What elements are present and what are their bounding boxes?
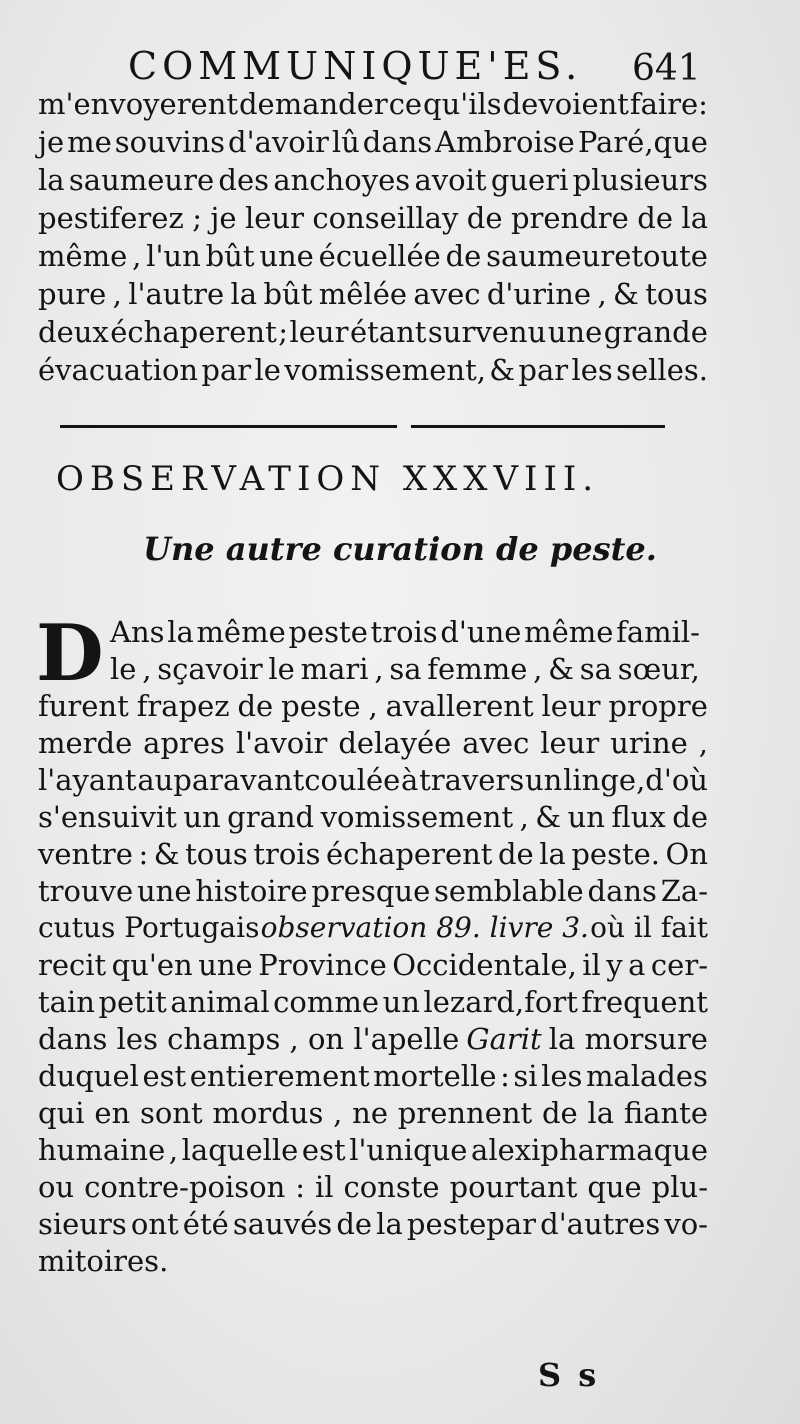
text-line: évacuation par le vomissement, & par les selles. <box>38 353 708 387</box>
text-line: mitoires. <box>38 1244 169 1278</box>
text-line: Ans la même peste trois d'une même famil- <box>110 615 700 649</box>
text-line: furent frapez de peste , avallerent leur propre <box>38 689 708 723</box>
section-divider-right <box>411 425 665 428</box>
text-segment: dans les champs , on l'apelle <box>38 1022 460 1056</box>
text-line: duquel est entierement mortelle : si les malades <box>38 1059 708 1093</box>
section-divider-left <box>60 425 397 428</box>
page-number: 641 <box>632 48 701 89</box>
text-line: même , l'un bût une écuellée de saumeuretoute <box>38 239 708 273</box>
text-line <box>38 1021 708 1057</box>
signature-mark: S s <box>538 1356 600 1394</box>
text-line: pure , l'autre la bût mêlée avec d'urine , & tous <box>38 277 708 311</box>
text-line: ou contre-poison : il conste pourtant que plu- <box>38 1170 708 1204</box>
text-segment: où il fait <box>590 911 708 944</box>
observation-subtitle: Une autre curation de peste. <box>143 530 657 568</box>
text-line: la saumeure des anchoyes avoit gueri plusieurs <box>38 163 708 197</box>
text-segment: la morsure <box>548 1022 708 1056</box>
text-line: pestiferez ; je leur conseillay de prendre de la <box>38 201 708 235</box>
text-line: qui en sont mordus , ne prennent de la fiante <box>38 1096 708 1130</box>
citation-italic: observation 89. livre 3. <box>260 911 589 944</box>
text-line: je me souvins d'avoir lû dans Ambroise Paré,que <box>38 125 708 159</box>
text-line: trouve une histoire presque semblable dans Za- <box>38 874 708 908</box>
text-line: recit qu'en une Province Occidentale, il y a cer- <box>38 948 708 982</box>
name-italic: Garit <box>466 1022 542 1056</box>
text-line: m'envoyerent demander ce qu'ils devoient faire: <box>38 87 708 121</box>
drop-cap: D <box>36 608 104 699</box>
text-line: le , sçavoir le mari , sa femme , & sa sœur, <box>110 652 700 686</box>
text-line: sieurs ont été sauvés de la pestepar d'autres vo- <box>38 1207 708 1241</box>
text-segment: cutus Portugais <box>38 911 260 944</box>
text-line: merde apres l'avoir delayée avec leur urine , <box>38 726 708 760</box>
text-line: deux échaperent ; leur étant survenu une grande <box>38 315 708 349</box>
text-line: ventre : & tous trois échaperent de la peste. On <box>38 837 708 871</box>
text-line <box>38 910 708 946</box>
text-line: tain petit animal comme un lezard,fort frequent <box>38 985 708 1019</box>
text-line: s'ensuivit un grand vomissement , & un flux de <box>38 800 708 834</box>
text-line: l'ayant auparavantcoulée à travers un linge,d'où <box>38 763 708 797</box>
observation-title: OBSERVATION XXXVIII. <box>56 459 600 499</box>
text-line: humaine , laquelle est l'unique alexipharmaque <box>38 1133 708 1167</box>
running-head: COMMUNIQUE'ES. <box>128 44 583 88</box>
